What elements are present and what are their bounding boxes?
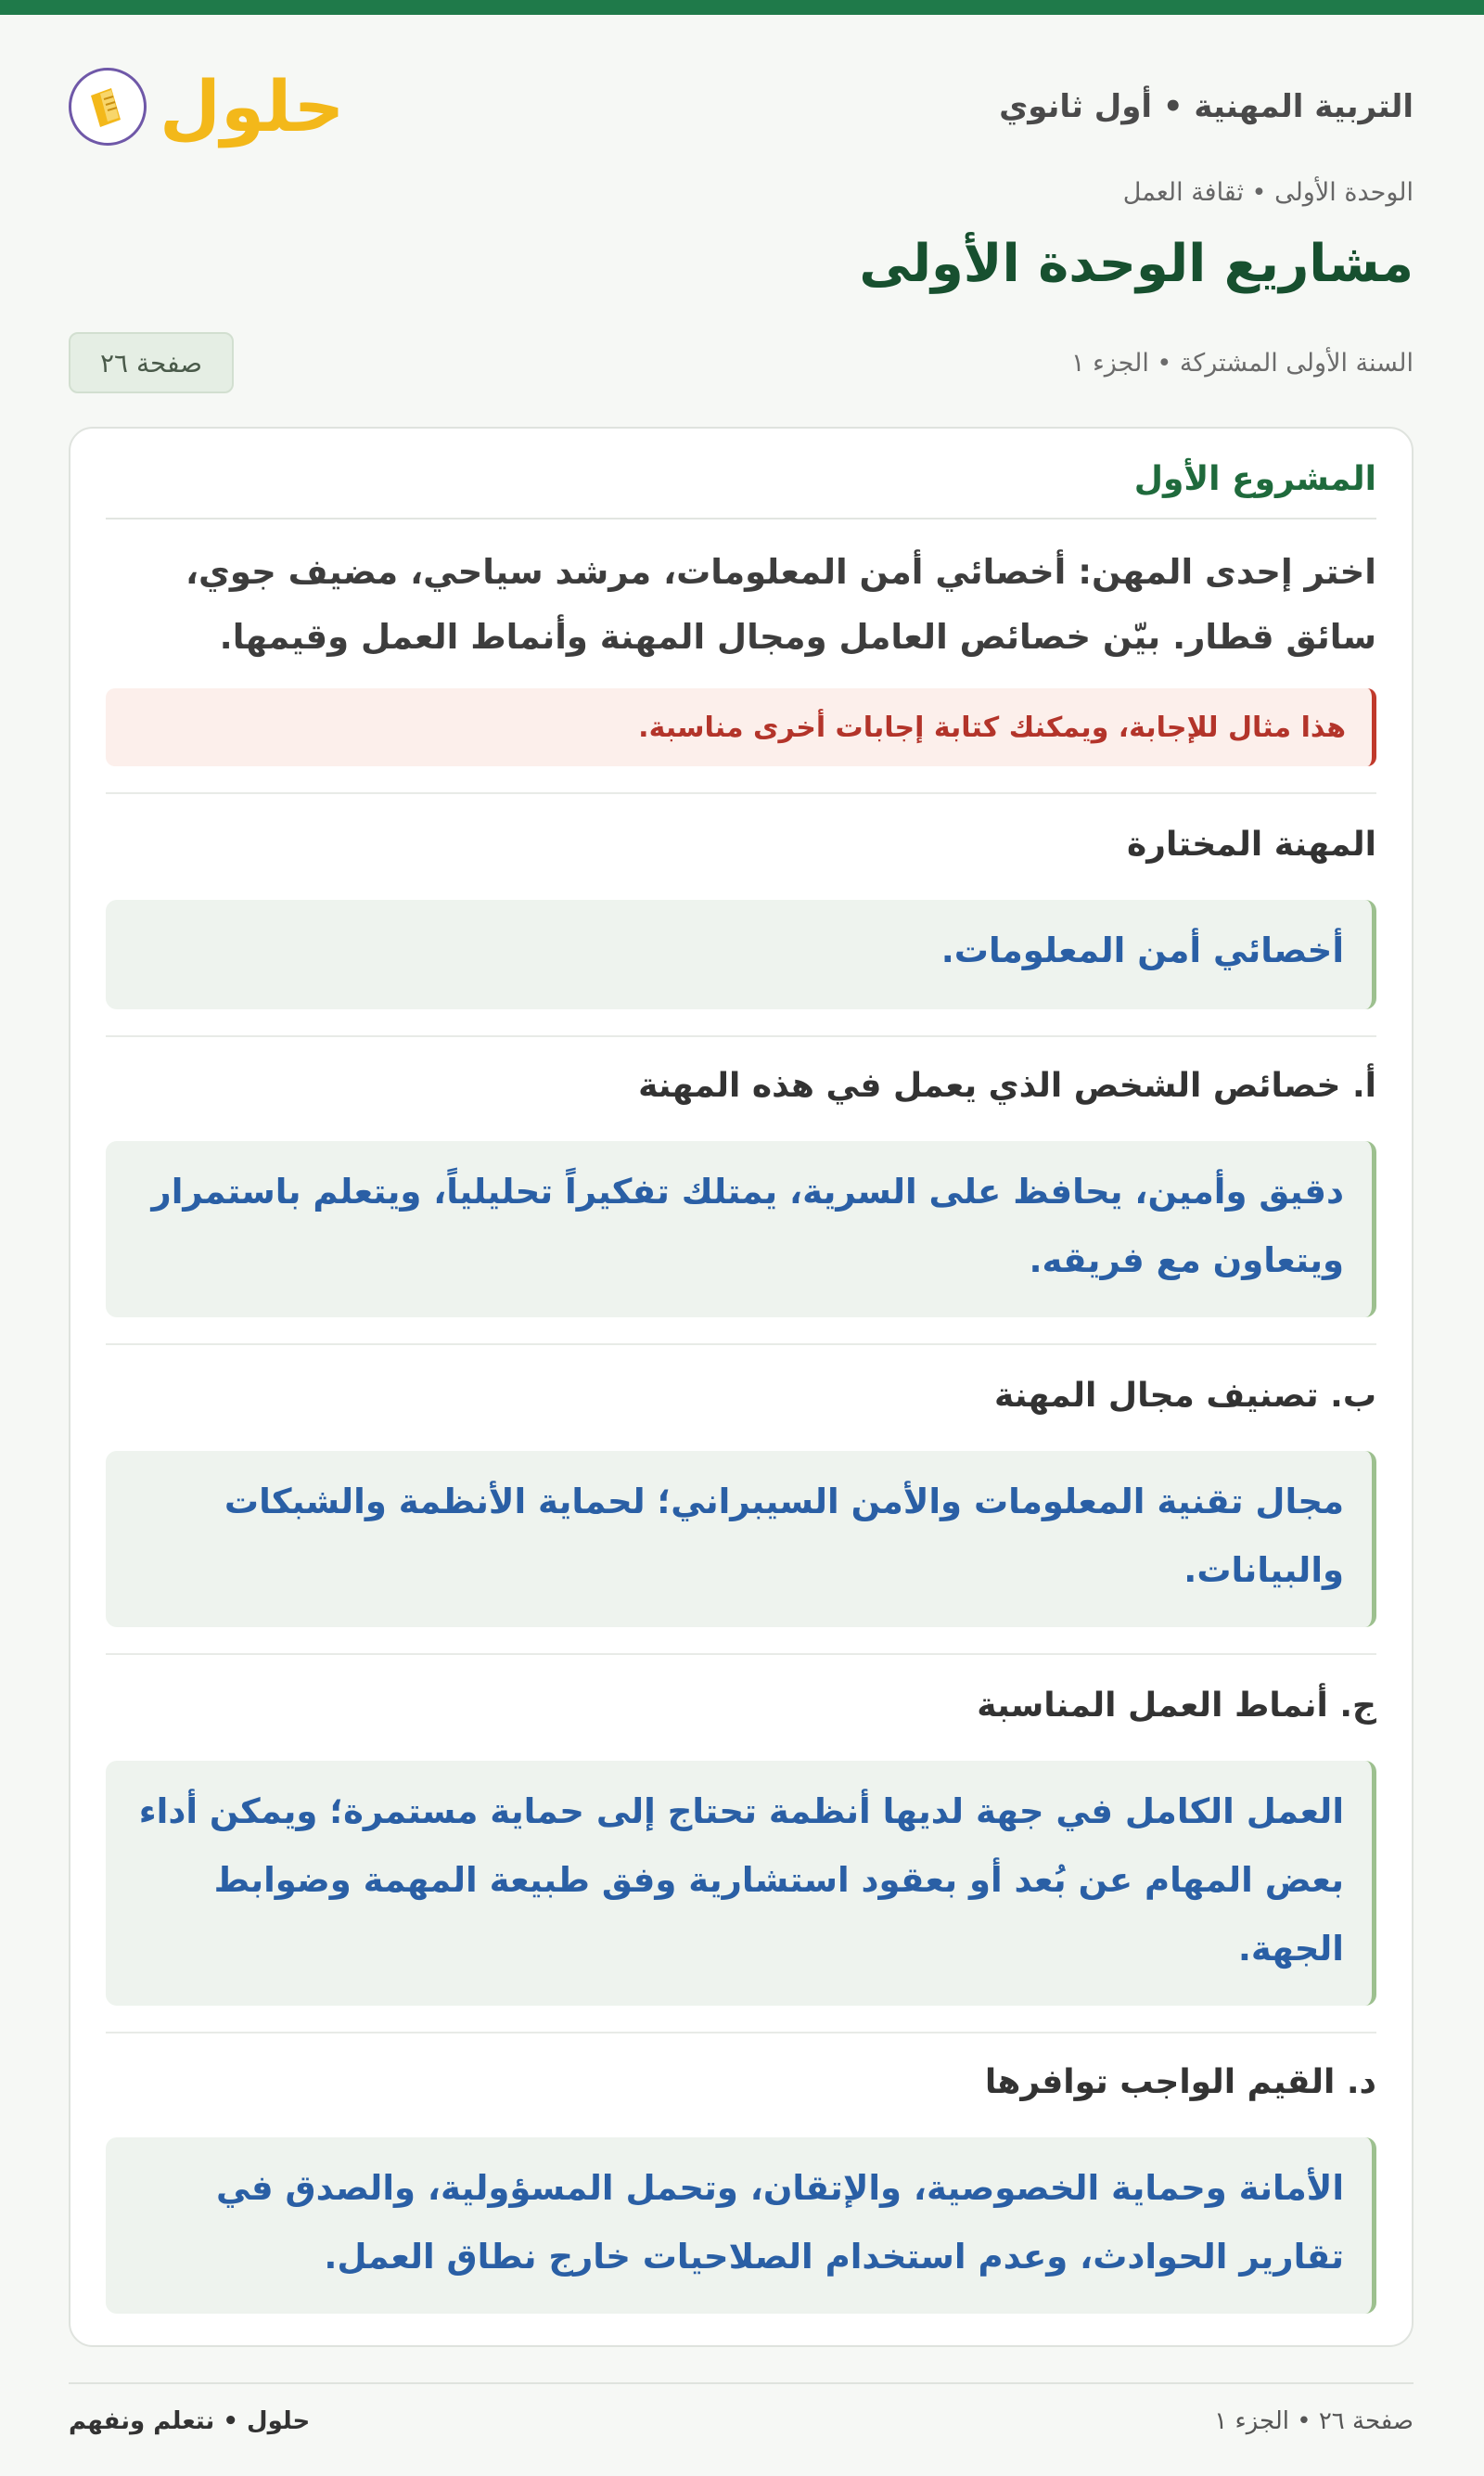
section-label-work-patterns: ج. أنماط العمل المناسبة (977, 1687, 1376, 1725)
section-label-chosen-job: المهنة المختارة (1127, 826, 1376, 864)
divider (106, 1343, 1376, 1345)
page-number-badge: صفحة ٢٦ (69, 332, 234, 393)
section-label-field: ب. تصنيف مجال المهنة (994, 1377, 1376, 1415)
book-icon (69, 68, 147, 146)
answer-values: الأمانة وحماية الخصوصية، والإتقان، وتحمل المسؤولية، والصدق في تقارير الحوادث، وعدم استخدام الصلاحيات خارج نطاق العمل. (106, 2137, 1376, 2314)
footer-page-info: صفحة ٢٦ • الجزء ١ (1214, 2407, 1414, 2435)
course-meta: السنة الأولى المشتركة • الجزء ١ (1070, 349, 1414, 378)
divider (106, 2032, 1376, 2033)
page-title: مشاريع الوحدة الأولى (859, 234, 1414, 294)
answer-chosen-job: أخصائي أمن المعلومات. (106, 900, 1376, 1009)
divider (106, 1653, 1376, 1655)
section-label-characteristics: أ. خصائص الشخص الذي يعمل في هذه المهنة (638, 1067, 1376, 1105)
project-title: المشروع الأول (1133, 460, 1376, 498)
divider (106, 518, 1376, 520)
top-accent-stripe (0, 0, 1484, 15)
section-label-values: د. القيم الواجب توافرها (984, 2063, 1376, 2101)
example-note: هذا مثال للإجابة، ويمكنك كتابة إجابات أخرى مناسبة. (106, 688, 1376, 766)
project-card (69, 427, 1414, 2347)
divider (106, 1035, 1376, 1037)
footer-tagline: حلول • نتعلم ونفهم (69, 2407, 311, 2435)
brand-logo[interactable] (69, 65, 345, 148)
page-header (69, 56, 1414, 158)
subject-title: التربية المهنية • أول ثانوي (999, 88, 1414, 125)
divider (106, 792, 1376, 794)
footer-divider (69, 2382, 1414, 2384)
breadcrumb: الوحدة الأولى • ثقافة العمل (1122, 178, 1414, 207)
answer-characteristics: دقيق وأمين، يحافظ على السرية، يمتلك تفكيراً تحليلياً، ويتعلم باستمرار ويتعاون مع فريقه. (106, 1141, 1376, 1317)
answer-field: مجال تقنية المعلومات والأمن السيبراني؛ لحماية الأنظمة والشبكات والبيانات. (106, 1451, 1376, 1627)
brand-logo-text: حلول (160, 65, 345, 148)
answer-work-patterns: العمل الكامل في جهة لديها أنظمة تحتاج إلى حماية مستمرة؛ ويمكن أداء بعض المهام عن بُعد أو بعقود استشارية وفق طبيعة المهمة وضوابط الجهة. (106, 1761, 1376, 2006)
project-prompt: اختر إحدى المهن: أخصائي أمن المعلومات، مرشد سياحي، مضيف جوي، سائق قطار. بيّن خصائص العامل ومجال المهنة وأنماط العمل وقيمها. (185, 552, 1376, 657)
